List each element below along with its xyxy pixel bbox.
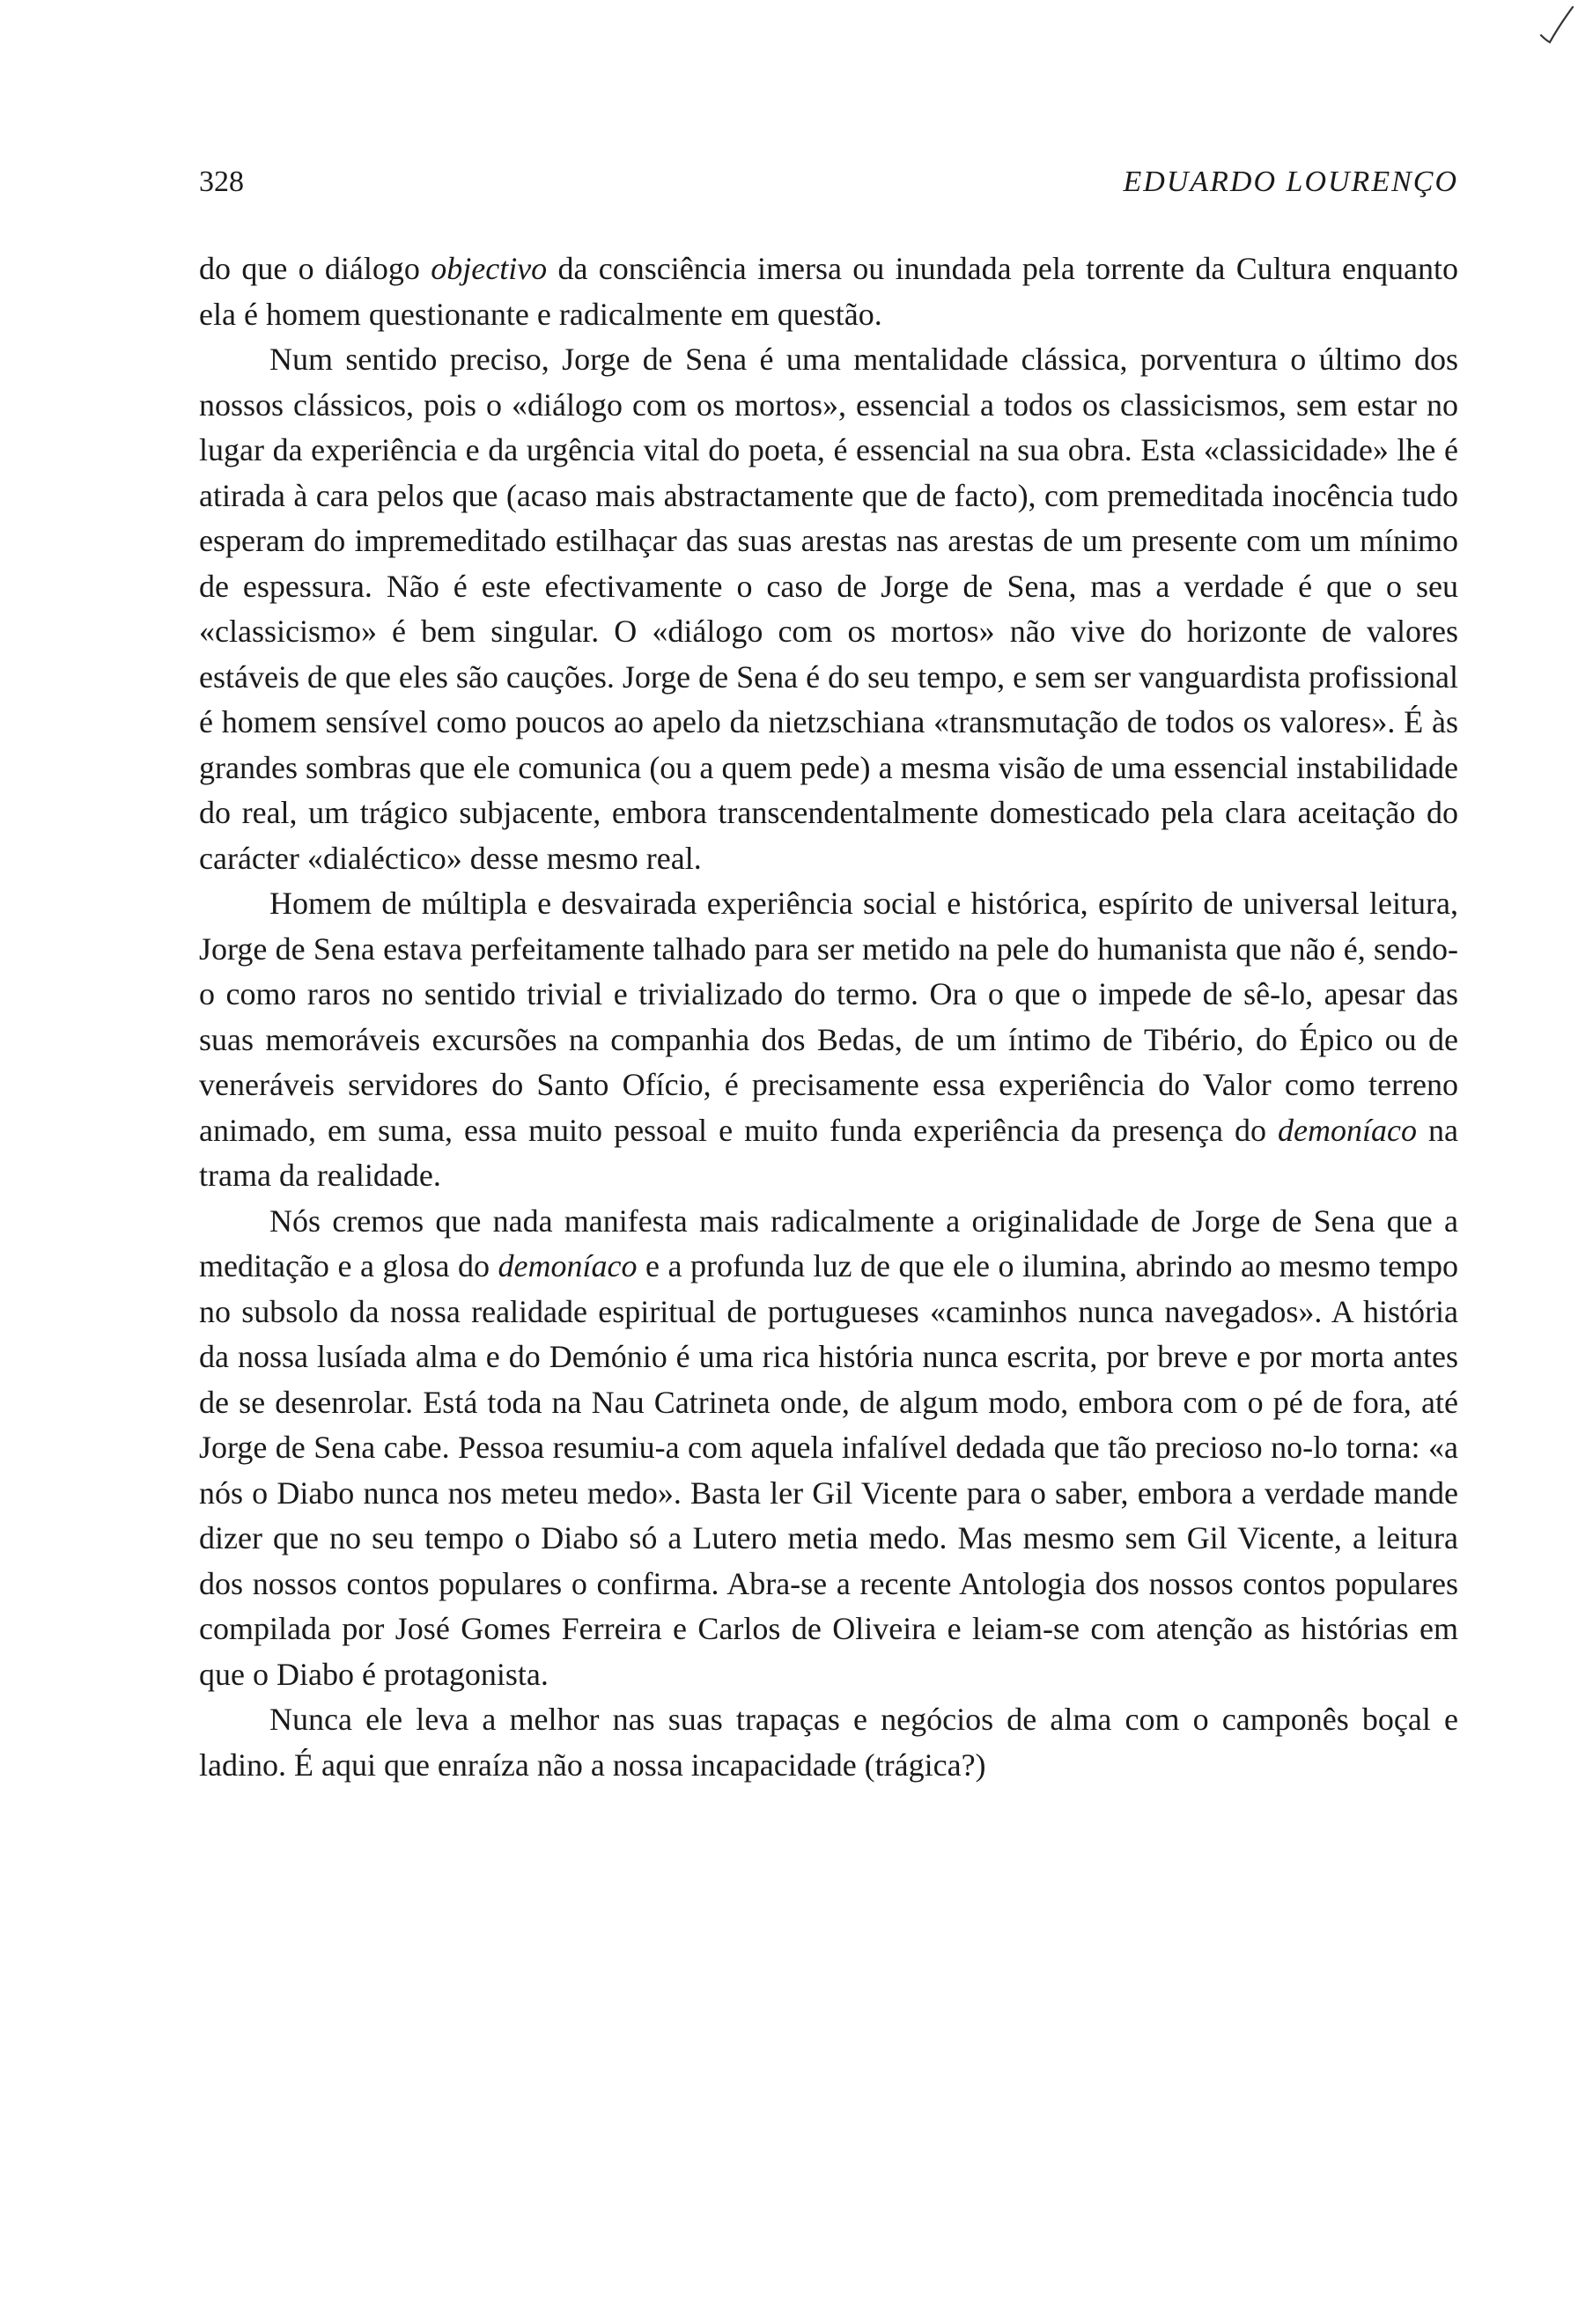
paragraph — [199, 881, 1458, 1199]
text-run: Num sentido preciso, Jorge de Sena é uma mentalidade clássica, porventura o último dos nossos clássicos, pois o «diálogo com os mortos», essencial a todos os classicismos, sem estar no lugar da experiência e da urgência vital do poeta, é essencial na sua obra. Esta «classicidade» lhe é atirada à cara pelos que (acaso mais abstractamente que de facto), com premeditada inocência tudo esperam do impremeditado estilhaçar das suas arestas nas arestas de um presente com um mínimo de espessura. Não é este efectivamente o caso de Jorge de Sena, mas a verdade é que o seu «classicismo» é bem singular. O «diálogo com os mortos» não vive do horizonte de valores estáveis de que eles são cauções. Jorge de Sena é do seu tempo, e sem ser vanguardista profissional é homem sensível como poucos ao apelo da nietzschiana «transmutação de todos os valores». É às grandes sombras que ele comunica (ou a quem pede) a mesma visão de uma essencial instabilidade do real, um trágico subjacente, embora transcendentalmente domesticado pela clara aceitação do carácter «dialéctico» desse mesmo real. — [199, 342, 1458, 876]
text-run: Nós cremos que nada manifesta mais radicalmente a originalidade de Jorge de Sena que a meditação e a glosa do — [199, 1202, 1458, 1283]
text-run: Homem de múltipla e desvairada experiência social e histórica, espírito de universal leitura, Jorge de Sena estava perfeitamente talhado para ser metido na pele do humanista que não é, sendo-o como raros no sentido trivial e trivializado do termo. Ora o que o impede de sê-lo, apesar das suas memoráveis excursões na companhia dos Bedas, de um íntimo de Tibério, do Épico ou de veneráveis servidores do Santo Ofício, é precisamente essa experiência do Valor como terreno animado, em suma, essa muito pessoal e muito funda experiência da presença do — [199, 886, 1458, 1148]
page-number: 328 — [199, 165, 244, 198]
italic-text: demoníaco — [498, 1248, 638, 1283]
page-header — [199, 165, 1458, 210]
paragraph — [199, 1199, 1458, 1698]
paragraph — [199, 246, 1458, 337]
document-page — [199, 0, 1458, 2324]
text-run: Nunca ele leva a melhor nas suas trapaças e negócios de alma com o camponês boçal e ladino. É aqui que enraíza não a nossa incapacidade (trágica?) — [199, 1702, 1458, 1783]
body-text — [199, 246, 1458, 1788]
check-mark-icon — [1525, 0, 1578, 53]
italic-text: objectivo — [431, 251, 548, 286]
text-run: e a profunda luz de que ele o ilumina, abrindo ao mesmo tempo no subsolo da nossa realidade espiritual de portugueses «caminhos nunca navegados». A história da nossa lusíada alma e do Demónio é uma rica história nunca escrita, por breve e por morta antes de se desenrolar. Está toda na Nau Catrineta onde, de algum modo, embora com o pé de fora, até Jorge de Sena cabe. Pessoa resumiu-a com aquela infalível dedada que tão precioso no-lo torna: «a nós o Diabo nunca nos meteu medo». Basta ler Gil Vicente para o saber, embora a verdade mande dizer que no seu tempo o Diabo só a Lutero metia medo. Mas mesmo sem Gil Vicente, a leitura dos nossos contos populares o confirma. Abra-se a recente Antologia dos nossos contos populares compilada por José Gomes Ferreira e Carlos de Oliveira e leiam-se com atenção as histórias em que o Diabo é protagonista. — [199, 1248, 1459, 1692]
text-run: do que o diálogo — [199, 251, 431, 286]
italic-text: demoníaco — [1278, 1112, 1417, 1148]
running-head: EDUARDO LOURENÇO — [1123, 165, 1458, 198]
text-run: na trama da realidade. — [199, 1112, 1458, 1193]
paragraph — [199, 1697, 1458, 1788]
text-run: da consciência imersa ou inundada pela torrente da Cultura enquanto ela é homem questionante e radicalmente em questão. — [199, 251, 1458, 332]
paragraph — [199, 337, 1458, 881]
